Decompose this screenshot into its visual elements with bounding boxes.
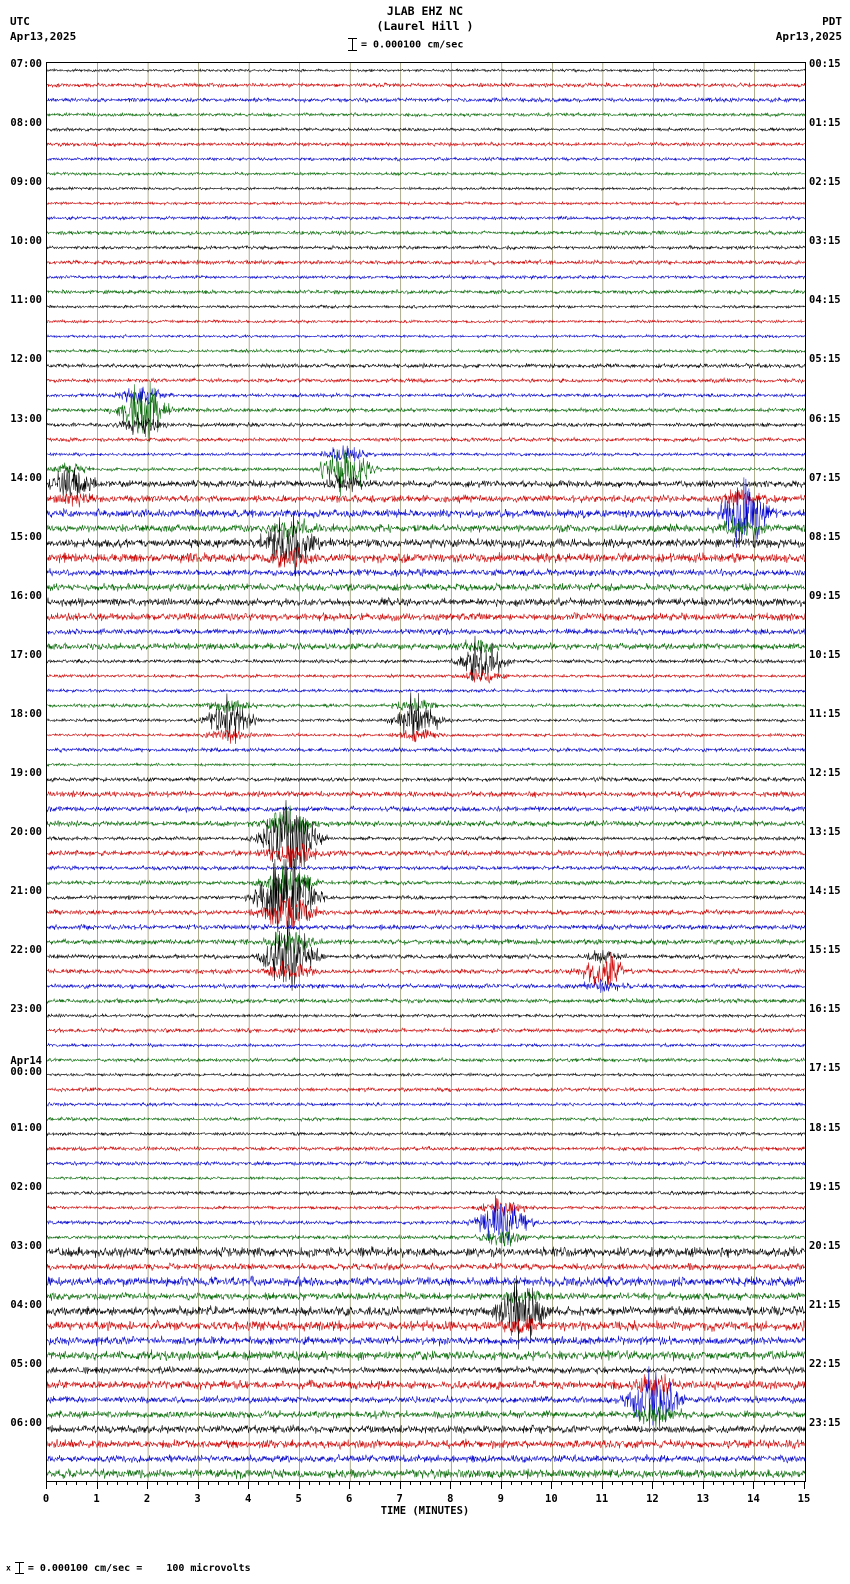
local-tick-label: 19:15 bbox=[809, 1180, 841, 1193]
x-tick-mark bbox=[97, 1481, 98, 1489]
header-right bbox=[776, 14, 842, 44]
seismic-trace bbox=[47, 290, 805, 295]
seismogram-plot bbox=[46, 62, 806, 1482]
local-date-label: Apr13,2025 bbox=[775, 30, 842, 43]
seismic-trace bbox=[47, 382, 805, 442]
utc-tick-label: 18:00 bbox=[10, 707, 42, 720]
x-tick-mark bbox=[198, 1481, 199, 1489]
seismic-trace bbox=[47, 866, 805, 901]
local-tick-label: 02:15 bbox=[809, 176, 841, 189]
seismic-trace bbox=[47, 1439, 805, 1449]
seismic-trace bbox=[47, 449, 805, 496]
local-tick-label: 03:15 bbox=[809, 235, 841, 248]
x-minor-tick bbox=[309, 1481, 310, 1485]
seismic-trace bbox=[47, 763, 805, 766]
seismic-trace bbox=[47, 83, 805, 88]
seismic-trace bbox=[47, 387, 805, 407]
utc-tick-label: 01:00 bbox=[10, 1121, 42, 1134]
x-minor-tick bbox=[794, 1481, 795, 1485]
footer-microvolts-text: 100 microvolts bbox=[166, 1563, 251, 1574]
x-minor-tick bbox=[127, 1481, 128, 1485]
seismic-trace bbox=[47, 613, 805, 622]
seismic-trace bbox=[47, 1117, 805, 1121]
scale-value-label: = 0.000100 cm/sec bbox=[361, 39, 464, 51]
utc-tick-label: 17:00 bbox=[10, 648, 42, 661]
local-tick-label: 17:15 bbox=[809, 1062, 841, 1075]
seismic-trace bbox=[47, 128, 805, 132]
x-minor-tick bbox=[420, 1481, 421, 1485]
seismic-trace bbox=[47, 275, 805, 279]
footer-x-glyph: x bbox=[6, 1563, 11, 1573]
seismic-trace bbox=[47, 583, 805, 592]
seismic-trace bbox=[47, 445, 805, 461]
seismic-trace bbox=[47, 437, 805, 442]
seismic-trace bbox=[47, 1176, 805, 1180]
x-tick-label: 2 bbox=[143, 1493, 151, 1505]
local-tick-label: 14:15 bbox=[809, 885, 841, 898]
x-minor-tick bbox=[713, 1481, 714, 1485]
x-minor-tick bbox=[56, 1481, 57, 1485]
seismic-trace bbox=[47, 489, 805, 507]
local-tick-label: 18:15 bbox=[809, 1121, 841, 1134]
x-tick-label: 10 bbox=[545, 1493, 558, 1505]
seismic-trace bbox=[47, 1229, 805, 1246]
seismic-trace bbox=[47, 640, 805, 654]
local-tick-label: 12:15 bbox=[809, 767, 841, 779]
x-tick-label: 7 bbox=[396, 1493, 403, 1505]
utc-tick-label: 23:00 bbox=[10, 1003, 42, 1016]
x-minor-tick bbox=[531, 1481, 532, 1485]
timezone-utc-label: UTC bbox=[10, 15, 30, 28]
seismic-trace bbox=[47, 157, 805, 161]
station-code-label: JLAB EHZ NC bbox=[386, 4, 464, 18]
x-tick-label: 6 bbox=[346, 1493, 353, 1505]
local-tick-label: 11:15 bbox=[809, 707, 841, 720]
local-tick-label: 07:15 bbox=[809, 471, 841, 484]
local-tick-label: 09:15 bbox=[809, 589, 841, 602]
seismic-trace bbox=[47, 1014, 805, 1018]
seismic-trace bbox=[47, 334, 805, 338]
seismic-trace bbox=[47, 1198, 805, 1216]
utc-tick-label: 21:00 bbox=[10, 885, 42, 898]
seismic-trace bbox=[47, 628, 805, 635]
x-minor-tick bbox=[369, 1481, 370, 1485]
seismic-trace bbox=[47, 979, 805, 993]
seismic-trace bbox=[47, 1366, 805, 1428]
x-minor-tick bbox=[622, 1481, 623, 1485]
local-tick-label: 13:15 bbox=[809, 826, 841, 839]
x-minor-tick bbox=[167, 1481, 168, 1485]
x-tick-mark bbox=[349, 1481, 350, 1489]
x-tick-mark bbox=[501, 1481, 502, 1489]
local-tick-label: 23:15 bbox=[809, 1416, 841, 1429]
x-tick-label: 15 bbox=[797, 1493, 811, 1505]
seismic-trace bbox=[47, 1454, 805, 1463]
x-tick-label: 0 bbox=[42, 1493, 50, 1505]
x-minor-tick bbox=[208, 1481, 209, 1485]
seismogram-traces bbox=[47, 63, 805, 1481]
amplitude-scale-indicator bbox=[348, 38, 463, 51]
utc-tick-label: 02:00 bbox=[10, 1180, 42, 1193]
x-tick-label: 4 bbox=[244, 1493, 252, 1505]
seismic-trace bbox=[47, 142, 805, 146]
x-minor-tick bbox=[177, 1481, 178, 1485]
x-axis-title: TIME (MINUTES) bbox=[380, 1505, 470, 1517]
seismic-trace bbox=[47, 202, 805, 206]
utc-tick-label: 04:00 bbox=[10, 1298, 42, 1311]
x-minor-tick bbox=[541, 1481, 542, 1485]
seismic-trace bbox=[47, 305, 805, 309]
x-minor-tick bbox=[187, 1481, 188, 1485]
x-minor-tick bbox=[481, 1481, 482, 1485]
seismic-trace bbox=[47, 69, 805, 72]
x-minor-tick bbox=[470, 1481, 471, 1485]
x-tick-mark bbox=[450, 1481, 451, 1489]
x-tick-label: 14 bbox=[747, 1493, 760, 1505]
x-minor-tick bbox=[66, 1481, 67, 1485]
seismic-trace bbox=[47, 669, 805, 683]
x-minor-tick bbox=[329, 1481, 330, 1485]
utc-tick-label: 16:00 bbox=[10, 589, 42, 602]
seismic-trace bbox=[47, 865, 805, 870]
x-tick-label: 8 bbox=[447, 1493, 454, 1505]
local-tick-label: 22:15 bbox=[809, 1357, 841, 1370]
x-minor-tick bbox=[723, 1481, 724, 1485]
local-tick-label: 08:15 bbox=[809, 530, 841, 543]
local-tick-label: 16:15 bbox=[809, 1003, 841, 1016]
seismic-trace bbox=[47, 636, 805, 681]
local-tick-label: 06:15 bbox=[809, 412, 841, 425]
seismic-trace bbox=[47, 511, 805, 576]
footer-scale-bar-icon bbox=[15, 1562, 24, 1574]
utc-tick-label: 06:00 bbox=[10, 1416, 42, 1429]
local-tick-label: 01:15 bbox=[809, 117, 841, 130]
seismic-trace bbox=[47, 1276, 805, 1287]
station-name-label: (Laurel Hill ) bbox=[376, 19, 474, 33]
utc-tick-label: 10:00 bbox=[10, 235, 42, 248]
utc-tick-label: 12:00 bbox=[10, 353, 42, 366]
utc-tick-label: 20:00 bbox=[10, 826, 42, 839]
x-tick-mark bbox=[551, 1481, 552, 1489]
x-minor-tick bbox=[774, 1481, 775, 1485]
seismic-trace bbox=[47, 349, 805, 353]
seismic-trace bbox=[47, 1469, 805, 1480]
x-tick-label: 12 bbox=[646, 1493, 659, 1505]
local-tick-label: 10:15 bbox=[809, 648, 841, 661]
seismic-trace bbox=[47, 777, 805, 782]
x-tick-label: 5 bbox=[295, 1493, 302, 1505]
x-minor-tick bbox=[511, 1481, 512, 1485]
timezone-pdt-label: PDT bbox=[822, 15, 842, 28]
x-minor-tick bbox=[743, 1481, 744, 1485]
seismic-trace bbox=[47, 859, 805, 936]
x-minor-tick bbox=[228, 1481, 229, 1485]
x-minor-tick bbox=[390, 1481, 391, 1485]
seismic-trace bbox=[47, 363, 805, 368]
x-tick-mark bbox=[703, 1481, 704, 1489]
x-minor-tick bbox=[784, 1481, 785, 1485]
seismic-trace bbox=[47, 547, 805, 567]
seismic-trace bbox=[47, 1058, 805, 1063]
x-minor-tick bbox=[572, 1481, 573, 1485]
seismic-trace bbox=[47, 1191, 805, 1196]
x-minor-tick bbox=[521, 1481, 522, 1485]
seismic-trace bbox=[47, 515, 805, 544]
seismic-trace bbox=[47, 1087, 805, 1092]
seismic-trace bbox=[47, 260, 805, 265]
seismic-trace bbox=[47, 1316, 805, 1336]
x-tick-mark bbox=[248, 1481, 249, 1489]
seismic-trace bbox=[47, 172, 805, 176]
utc-tick-label: 03:00 bbox=[10, 1239, 42, 1252]
x-minor-tick bbox=[663, 1481, 664, 1485]
seismic-trace bbox=[47, 597, 805, 607]
x-minor-tick bbox=[258, 1481, 259, 1485]
seismic-trace bbox=[47, 1102, 805, 1106]
seismic-trace bbox=[47, 466, 805, 500]
seismic-trace bbox=[47, 568, 805, 577]
seismic-trace bbox=[47, 1132, 805, 1136]
seismic-trace bbox=[47, 1276, 805, 1350]
x-minor-tick bbox=[430, 1481, 431, 1485]
x-minor-tick bbox=[764, 1481, 765, 1485]
x-tick-label: 13 bbox=[696, 1493, 710, 1505]
x-tick-mark bbox=[46, 1481, 47, 1489]
x-minor-tick bbox=[339, 1481, 340, 1485]
x-minor-tick bbox=[238, 1481, 239, 1485]
seismic-trace bbox=[47, 477, 805, 547]
x-minor-tick bbox=[218, 1481, 219, 1485]
seismic-trace bbox=[47, 729, 805, 744]
seismic-trace bbox=[47, 791, 805, 798]
seismic-trace bbox=[47, 1366, 805, 1375]
local-tick-label: 21:15 bbox=[809, 1298, 841, 1311]
x-minor-tick bbox=[612, 1481, 613, 1485]
x-minor-tick bbox=[278, 1481, 279, 1485]
seismic-trace bbox=[47, 1146, 805, 1151]
x-minor-tick bbox=[632, 1481, 633, 1485]
x-tick-label: 11 bbox=[595, 1493, 609, 1505]
seismic-trace bbox=[47, 246, 805, 250]
seismic-trace bbox=[47, 216, 805, 220]
seismic-trace bbox=[47, 1028, 805, 1033]
seismic-trace bbox=[47, 1425, 805, 1435]
footer-scale-note bbox=[6, 1562, 251, 1574]
local-tick-label: 15:15 bbox=[809, 944, 841, 957]
seismic-trace bbox=[47, 1349, 805, 1361]
local-tick-label: 05:15 bbox=[809, 353, 841, 366]
utc-tick-label: 13:00 bbox=[10, 412, 42, 425]
seismic-trace bbox=[47, 1287, 805, 1307]
seismic-trace bbox=[47, 748, 805, 753]
seismic-trace bbox=[47, 187, 805, 190]
seismic-trace bbox=[47, 921, 805, 991]
seismic-trace bbox=[47, 932, 805, 954]
x-minor-tick bbox=[460, 1481, 461, 1485]
seismic-trace bbox=[47, 378, 805, 383]
station-title bbox=[0, 4, 850, 34]
seismic-trace bbox=[47, 1263, 805, 1271]
seismic-trace bbox=[47, 1336, 805, 1347]
seismic-trace bbox=[47, 97, 805, 102]
x-minor-tick bbox=[359, 1481, 360, 1485]
x-minor-tick bbox=[582, 1481, 583, 1485]
x-minor-tick bbox=[491, 1481, 492, 1485]
x-tick-label: 3 bbox=[194, 1493, 201, 1505]
x-minor-tick bbox=[76, 1481, 77, 1485]
utc-tick-label: 19:00 bbox=[10, 767, 42, 779]
utc-tick-label: 14:00 bbox=[10, 471, 42, 484]
x-minor-tick bbox=[733, 1481, 734, 1485]
seismic-trace bbox=[47, 1246, 805, 1258]
x-tick-mark bbox=[652, 1481, 653, 1489]
x-tick-label: 9 bbox=[497, 1493, 504, 1505]
x-minor-tick bbox=[319, 1481, 320, 1485]
x-minor-tick bbox=[157, 1481, 158, 1485]
x-minor-tick bbox=[86, 1481, 87, 1485]
seismic-trace bbox=[47, 1073, 805, 1077]
scale-bar-icon bbox=[348, 38, 357, 51]
x-minor-tick bbox=[673, 1481, 674, 1485]
utc-tick-label: 11:00 bbox=[10, 294, 42, 307]
seismic-trace bbox=[47, 320, 805, 324]
seismic-trace bbox=[47, 924, 805, 931]
x-tick-mark bbox=[804, 1481, 805, 1489]
utc-tick-label: 15:00 bbox=[10, 530, 42, 543]
utc-tick-label: 05:00 bbox=[10, 1357, 42, 1370]
x-minor-tick bbox=[642, 1481, 643, 1485]
seismic-trace bbox=[47, 806, 805, 813]
seismic-trace bbox=[47, 113, 805, 117]
utc-tick-label: 09:00 bbox=[10, 176, 42, 189]
seismic-trace bbox=[47, 1374, 805, 1397]
seismic-trace bbox=[47, 230, 805, 235]
seismic-trace bbox=[47, 998, 805, 1003]
x-minor-tick bbox=[137, 1481, 138, 1485]
x-minor-tick bbox=[107, 1481, 108, 1485]
x-minor-tick bbox=[440, 1481, 441, 1485]
x-minor-tick bbox=[683, 1481, 684, 1485]
x-minor-tick bbox=[289, 1481, 290, 1485]
seismic-trace bbox=[47, 1403, 805, 1428]
seismic-trace bbox=[47, 689, 805, 693]
utc-tick-label: 22:00 bbox=[10, 944, 42, 957]
utc-tick-label: Apr14 00:00 bbox=[10, 1055, 42, 1079]
x-tick-mark bbox=[602, 1481, 603, 1489]
utc-date-label: Apr13,2025 bbox=[10, 30, 77, 43]
x-minor-tick bbox=[410, 1481, 411, 1485]
local-tick-label: 04:15 bbox=[809, 294, 841, 307]
x-tick-label: 1 bbox=[93, 1493, 100, 1505]
footer-scale-text: = 0.000100 cm/sec = bbox=[27, 1563, 143, 1574]
x-tick-mark bbox=[753, 1481, 754, 1489]
x-minor-tick bbox=[380, 1481, 381, 1485]
local-tick-label: 20:15 bbox=[809, 1239, 841, 1252]
x-minor-tick bbox=[268, 1481, 269, 1485]
x-tick-mark bbox=[400, 1481, 401, 1489]
x-minor-tick bbox=[693, 1481, 694, 1485]
x-minor-tick bbox=[592, 1481, 593, 1485]
seismic-trace bbox=[47, 412, 805, 435]
utc-tick-label: 08:00 bbox=[10, 117, 42, 130]
x-minor-tick bbox=[117, 1481, 118, 1485]
seismic-trace bbox=[47, 843, 805, 867]
x-tick-mark bbox=[299, 1481, 300, 1489]
local-tick-label: 00:15 bbox=[809, 58, 841, 70]
seismic-trace bbox=[47, 1161, 805, 1166]
x-minor-tick bbox=[561, 1481, 562, 1485]
seismic-trace bbox=[47, 1043, 805, 1047]
x-tick-mark bbox=[147, 1481, 148, 1489]
utc-tick-label: 07:00 bbox=[10, 58, 42, 70]
